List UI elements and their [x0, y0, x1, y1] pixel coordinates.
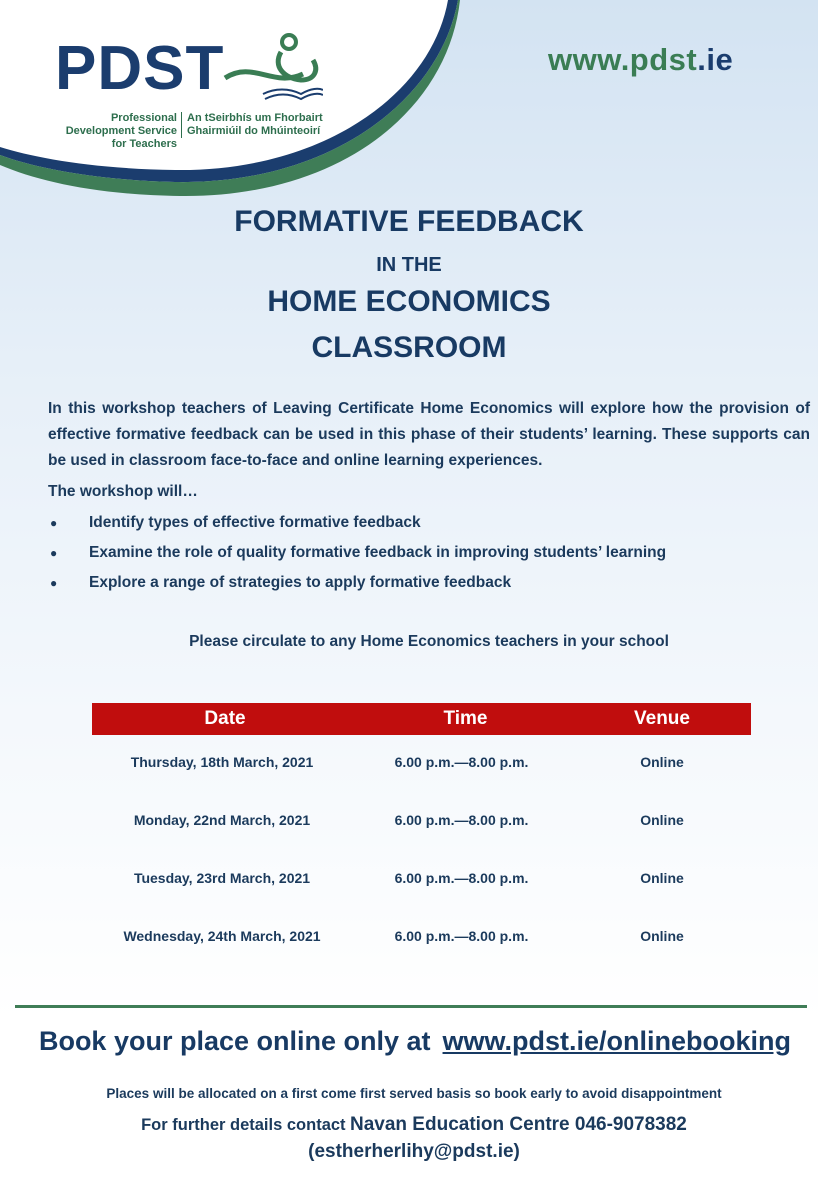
website-link-tld: .ie [697, 42, 734, 77]
contact-prefix: For further details contact [141, 1116, 346, 1134]
column-header-date: Date [204, 708, 246, 729]
list-item-text: Identify types of effective formative feedback [89, 514, 421, 531]
website-link[interactable] [548, 42, 733, 78]
list-item [48, 543, 768, 573]
workshop-list [48, 513, 768, 603]
website-link-text: www.pdst [548, 42, 698, 77]
logo-divider [181, 112, 182, 138]
title-line-4: CLASSROOM [311, 331, 507, 364]
row-venue: Online [640, 754, 684, 770]
row-time: 6.00 p.m.—8.00 p.m. [394, 812, 529, 828]
pdst-logo [55, 30, 325, 150]
row-venue: Online [640, 928, 684, 944]
contact-details [0, 1112, 818, 1166]
title-line-2: IN THE [376, 254, 442, 276]
contact-email[interactable]: (estherherlihy@pdst.ie) [308, 1141, 520, 1162]
booking-text: Book your place online only at [38, 1026, 431, 1056]
row-time: 6.00 p.m.—8.00 p.m. [394, 928, 529, 944]
logo-subtitle-en: Professional Development Service for Teachers [65, 112, 177, 150]
row-date: Tuesday, 23rd March, 2021 [133, 870, 311, 886]
table-row [92, 754, 751, 778]
column-header-venue: Venue [634, 708, 690, 729]
contact-centre: Navan Education Centre 046-9078382 [350, 1114, 687, 1135]
booking-link[interactable]: www.pdst.ie/onlinebooking [442, 1026, 792, 1056]
schedule-header [92, 703, 751, 735]
table-row [92, 928, 751, 952]
places-note: Places will be allocated on a first come first served basis so book early to avoid disappointment [106, 1086, 722, 1101]
logo-reader-icon [223, 30, 323, 110]
row-venue: Online [640, 870, 684, 886]
workshop-heading: The workshop will… [48, 483, 198, 500]
bullet-icon: ● [50, 576, 58, 590]
logo-subtitle-ga: An tSeirbhís um Fhorbairt Ghairmiúil do Mhúinteoirí [187, 112, 323, 137]
row-venue: Online [640, 812, 684, 828]
list-item-text: Examine the role of quality formative feedback in improving students’ learning [89, 544, 667, 561]
row-time: 6.00 p.m.—8.00 p.m. [394, 870, 529, 886]
title-line-1: FORMATIVE FEEDBACK [234, 205, 584, 238]
list-item-text: Explore a range of strategies to apply formative feedback [89, 574, 512, 591]
row-time: 6.00 p.m.—8.00 p.m. [394, 754, 529, 770]
table-row [92, 812, 751, 836]
bullet-icon: ● [50, 546, 58, 560]
list-item [48, 573, 768, 603]
logo-wordmark: PDST [55, 34, 225, 103]
circulate-note: Please circulate to any Home Economics teachers in your school [189, 633, 669, 650]
title-line-3: HOME ECONOMICS [267, 285, 551, 318]
column-header-time: Time [443, 708, 488, 729]
row-date: Wednesday, 24th March, 2021 [123, 928, 321, 944]
divider-line [15, 1005, 807, 1008]
table-row [92, 870, 751, 894]
row-date: Monday, 22nd March, 2021 [133, 812, 311, 828]
list-item [48, 513, 768, 543]
booking-line [0, 1026, 818, 1057]
row-date: Thursday, 18th March, 2021 [130, 754, 314, 770]
intro-paragraph: In this workshop teachers of Leaving Certificate Home Economics will explore how the provision of effective formative feedback can be used in this phase of their students’ learning. These supports can be used in classroom face-to-face and online learning experiences. [48, 400, 810, 469]
bullet-icon: ● [50, 516, 58, 530]
